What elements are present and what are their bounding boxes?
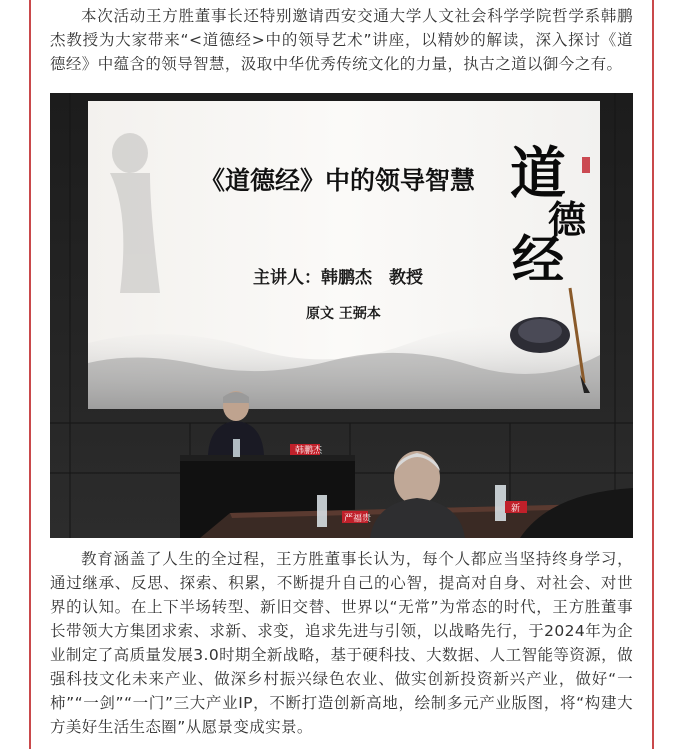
front-nameplate-left-text: 严福贵 [344, 514, 372, 524]
ink-stone-top [518, 319, 562, 343]
water-bottle-right [495, 485, 506, 521]
right-border-line [652, 0, 654, 749]
lecture-photo [50, 93, 633, 538]
speaker-nameplate-text: 韩鹏杰 [295, 446, 323, 456]
calligraphy-char-2: 德 [548, 197, 587, 242]
calligraphy-char-1: 道 [510, 141, 566, 207]
article-paragraph-education: 教育涵盖了人生的全过程，王方胜董事长认为，每个人都应当坚持终身学习，通过继承、反思、探索、积累，不断提升自己的心智，提高对自身、对社会、对世界的认知。在上下半场转型、新旧交替、世界以“无常”为常态的时代，王方胜董事长带领大方集团求索、求新、求变，追求先进与引领，以战略先行，于2024年为企业制定了高质量发展3.0时期全新战略，基于硬科技、大数据、人工智能等资源，做强科技文化未来产业、做深乡村振兴绿色农业、做实创新投资新兴产业，做好“一柿”“一剑”“一门”三大产业IP，不断打造创新高地，绘制多元产业版图，将“构建大方美好生活生态圈”从愿景变成实景。 [50, 550, 633, 736]
water-bottle-desk [233, 439, 240, 457]
water-bottle-left [317, 495, 327, 527]
screen-speaker: 主讲人：韩鹏杰 教授 [253, 268, 423, 288]
lecture-photo-graphic [50, 93, 633, 538]
calligraphy-char-3: 经 [512, 230, 565, 291]
article-paragraph-intro: 本次活动王方胜董事长还特别邀请西安交通大学人文社会科学学院哲学系韩鹏杰教授为大家带来“<道德经>中的领导艺术”讲座，以精妙的解读，深入探讨《道德经》中蕴含的领导智慧，汲取中华优秀传统文化的力量，执古之道以御今之有。 [50, 7, 633, 73]
seal-stamp [582, 157, 590, 173]
screen-title: 《道德经》中的领导智慧 [200, 166, 476, 195]
left-border-line [29, 0, 31, 749]
screen-source: 原文 王弼本 [306, 306, 381, 322]
front-nameplate-right-text: 新 [511, 504, 521, 514]
lectern-desk-top [180, 455, 355, 461]
